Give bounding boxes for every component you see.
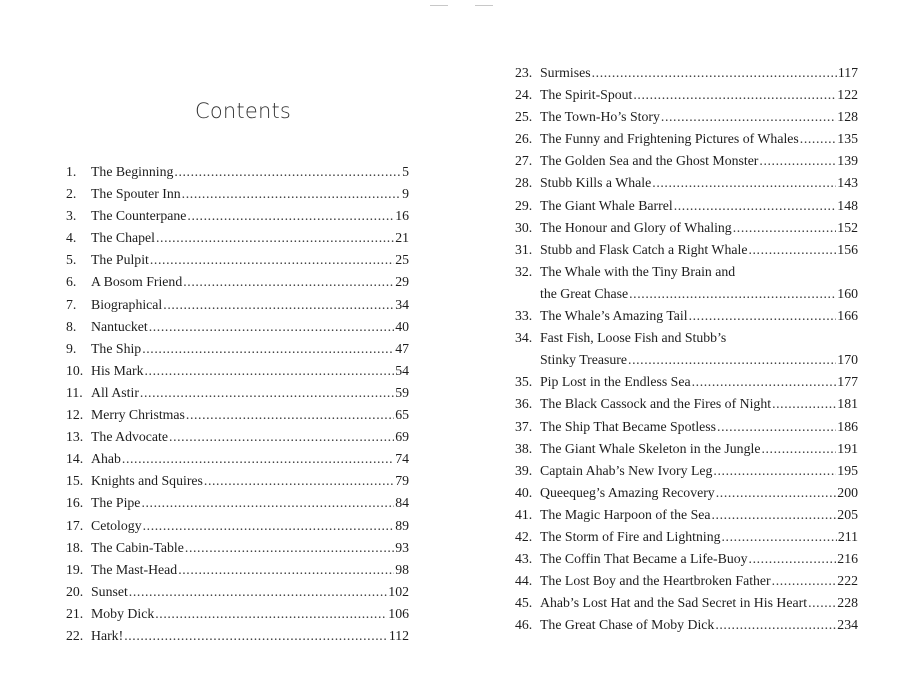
toc-entry-title: The Counterpane [91, 208, 187, 224]
toc-dot-leader [174, 161, 401, 183]
toc-entry [66, 249, 409, 271]
toc-entry-page: 139 [837, 153, 858, 169]
toc-entry [66, 404, 409, 426]
toc-entry [515, 416, 858, 438]
toc-entry-page: 69 [395, 429, 409, 445]
toc-entry-number: 14. [66, 451, 84, 467]
toc-entry-title: Merry Christmas [91, 407, 185, 423]
toc-entry-page: 128 [837, 109, 858, 125]
toc-entry-page: 40 [395, 318, 409, 334]
toc-dot-leader [141, 492, 394, 514]
toc-entry-title: Surmises [540, 65, 591, 80]
toc-entry-number: 21. [66, 605, 84, 621]
toc-entry [66, 537, 409, 559]
toc-entry-number: 24. [515, 87, 533, 103]
toc-entry-line [515, 283, 858, 305]
toc-dot-leader [715, 614, 836, 636]
toc-entry-title: The Chapel [91, 230, 155, 246]
toc-dot-leader [143, 515, 395, 537]
toc-entry-page: 205 [837, 506, 858, 522]
toc-dot-leader [149, 316, 395, 338]
toc-entry-number: 8. [66, 318, 77, 334]
toc-entry-title: The Spouter Inn [91, 186, 181, 202]
page-top-mark-left [430, 5, 448, 6]
toc-dot-leader [652, 172, 836, 194]
toc-dot-leader [129, 581, 388, 603]
toc-dot-leader [185, 537, 394, 559]
toc-entry [515, 504, 858, 526]
toc-entry [515, 128, 858, 150]
toc-dot-leader [140, 382, 394, 404]
toc-entry [66, 426, 409, 448]
toc-entry-page: 74 [395, 451, 409, 467]
toc-entry-page: 29 [395, 274, 409, 290]
page-top-mark-right [475, 5, 493, 6]
toc-entry-title: Nantucket [91, 318, 148, 334]
toc-entry-number: 45. [515, 595, 533, 611]
toc-entry-number: 23. [515, 65, 533, 80]
toc-dot-leader [772, 393, 836, 415]
toc-entry-number: 15. [66, 473, 84, 489]
toc-entry-number: 7. [66, 296, 77, 312]
toc-entry [515, 239, 858, 261]
toc-entry-number: 9. [66, 340, 77, 356]
toc-entry [515, 195, 858, 217]
toc-entry-number: 38. [515, 440, 533, 456]
toc-dot-leader [169, 426, 394, 448]
toc-entry [66, 183, 409, 205]
toc-entry-number: 13. [66, 429, 84, 445]
toc-entry-number: 37. [515, 418, 533, 434]
toc-entry-title: The Giant Whale Skeleton in the Jungle [540, 440, 761, 456]
toc-dot-leader [122, 448, 394, 470]
toc-entry-number: 11. [66, 384, 83, 400]
toc-entry-page: 143 [837, 175, 858, 191]
toc-entry-title: The Pipe [91, 495, 141, 511]
toc-entry-page: 186 [837, 418, 858, 434]
toc-entry-number: 4. [66, 230, 77, 246]
toc-entry [66, 316, 409, 338]
toc-entry-number: 31. [515, 241, 533, 257]
toc-entry [66, 338, 409, 360]
toc-entry-number: 28. [515, 175, 533, 191]
toc-entry-number: 44. [515, 573, 533, 589]
toc-entry-title: Queequeg’s Amazing Recovery [540, 484, 715, 500]
toc-dot-leader [186, 404, 394, 426]
toc-entry-number: 34. [515, 330, 533, 346]
toc-entry-page: 160 [837, 285, 858, 301]
toc-entry-page: 195 [837, 462, 858, 478]
toc-entry-number: 3. [66, 208, 77, 224]
toc-entry [66, 603, 409, 625]
toc-entry-page: 54 [395, 362, 409, 378]
toc-entry-page: 102 [388, 583, 409, 599]
toc-entry-page: 79 [395, 473, 409, 489]
toc-entry-number: 10. [66, 362, 84, 378]
toc-entry-number: 25. [515, 109, 533, 125]
toc-entry-number: 29. [515, 197, 533, 213]
toc-entry-page: 228 [837, 595, 858, 611]
toc-dot-leader [204, 470, 394, 492]
toc-entry-title: Cetology [91, 517, 142, 533]
toc-entry [515, 172, 858, 194]
toc-entry-number: 30. [515, 219, 533, 235]
toc-entry [66, 205, 409, 227]
toc-entry [515, 614, 858, 636]
toc-dot-leader [748, 239, 836, 261]
toc-entry-number: 17. [66, 517, 84, 533]
toc-entry-title: The Whale with the Tiny Brain and [540, 263, 736, 279]
toc-entry-number: 40. [515, 484, 533, 500]
toc-entry-title: A Bosom Friend [91, 274, 183, 290]
toc-entry [515, 106, 858, 128]
toc-entry-page: 25 [395, 252, 409, 268]
toc-entry-page: 47 [395, 340, 409, 356]
toc-entry-page: 112 [388, 627, 409, 643]
toc-entry-line [515, 261, 858, 283]
toc-entry [66, 448, 409, 470]
toc-dot-leader [163, 294, 394, 316]
toc-entry [66, 581, 409, 603]
toc-entry-title: The Spirit-Spout [540, 87, 633, 103]
toc-entry-title: The Great Chase of Moby Dick [540, 617, 715, 633]
toc-dot-leader [629, 283, 836, 305]
toc-entry [515, 150, 858, 172]
toc-entry-page: 16 [395, 208, 409, 224]
toc-entry-title: The Advocate [91, 429, 169, 445]
toc-dot-leader [592, 62, 837, 84]
toc-entry [515, 548, 858, 570]
toc-dot-leader [692, 371, 837, 393]
toc-entry-page: 98 [395, 561, 409, 577]
toc-entry-number: 26. [515, 131, 533, 147]
toc-dot-leader [712, 504, 837, 526]
toc-entry-page: 170 [837, 352, 858, 368]
toc-entry-number: 22. [66, 627, 84, 643]
toc-entry [66, 271, 409, 293]
toc-entry [515, 261, 858, 305]
toc-entry [515, 482, 858, 504]
toc-entry [66, 227, 409, 249]
toc-entry-title: The Storm of Fire and Lightning [540, 528, 721, 544]
toc-entry-title: Fast Fish, Loose Fish and Stubb’s [540, 330, 727, 346]
toc-entry-number: 5. [66, 252, 77, 268]
toc-entry [66, 625, 409, 647]
toc-entry-page: 89 [395, 517, 409, 533]
toc-entry-title: The Golden Sea and the Ghost Monster [540, 153, 759, 169]
toc-dot-leader [713, 460, 836, 482]
toc-dot-leader [150, 249, 394, 271]
toc-entry-number: 2. [66, 186, 77, 202]
toc-entry [66, 559, 409, 581]
toc-entry [515, 438, 858, 460]
toc-dot-leader [155, 603, 387, 625]
toc-entry-line [515, 349, 858, 371]
toc-entry-page: 9 [402, 186, 409, 202]
toc-entry-title: Ahab [91, 451, 121, 467]
toc-entry-page: 84 [395, 495, 409, 511]
toc-entry-title: The Magic Harpoon of the Sea [540, 506, 711, 522]
toc-entry-title: Biographical [91, 296, 163, 312]
toc-dot-leader [183, 271, 394, 293]
toc-entry-page: 59 [395, 384, 409, 400]
toc-entry-page: 21 [395, 230, 409, 246]
toc-dot-leader [633, 84, 836, 106]
toc-entry-title-continued: Stinky Treasure [540, 352, 628, 368]
toc-entry-page: 93 [395, 539, 409, 555]
toc-entry-page: 216 [837, 551, 858, 567]
toc-entry-title: The Lost Boy and the Heartbroken Father [540, 573, 771, 589]
toc-entry-line [515, 327, 858, 349]
toc-entry-number: 12. [66, 407, 84, 423]
toc-dot-leader [722, 526, 837, 548]
toc-entry-number: 35. [515, 374, 533, 390]
toc-entry [515, 393, 858, 415]
toc-dot-leader [689, 305, 837, 327]
toc-entry-page: 166 [837, 308, 858, 324]
toc-entry-number: 32. [515, 263, 533, 279]
toc-left-column [66, 161, 409, 647]
toc-dot-leader [716, 482, 837, 504]
toc-entry-title: The Pulpit [91, 252, 149, 268]
toc-entry-page: 5 [402, 164, 409, 179]
toc-entry-title: The Cabin-Table [91, 539, 184, 555]
toc-entry-page: 200 [837, 484, 858, 500]
toc-entry-title: Captain Ahab’s New Ivory Leg [540, 462, 713, 478]
toc-dot-leader [674, 195, 837, 217]
toc-entry [515, 371, 858, 393]
toc-entry-page: 211 [837, 528, 858, 544]
toc-entry-page: 222 [837, 573, 858, 589]
toc-entry-title: His Mark [91, 362, 144, 378]
toc-dot-leader [178, 559, 394, 581]
toc-entry-title: The Coffin That Became a Life-Buoy [540, 551, 748, 567]
toc-entry-title-continued: the Great Chase [540, 285, 629, 301]
toc-dot-leader [717, 416, 836, 438]
toc-entry-title: The Mast-Head [91, 561, 178, 577]
toc-entry [515, 62, 858, 84]
toc-entry [515, 460, 858, 482]
toc-entry-title: The Funny and Frightening Pictures of Whales [540, 131, 799, 147]
toc-entry [515, 84, 858, 106]
toc-right-column [515, 62, 858, 636]
page-title: Contents [195, 99, 292, 123]
toc-entry-number: 18. [66, 539, 84, 555]
toc-entry [66, 492, 409, 514]
toc-entry-title: The Honour and Glory of Whaling [540, 219, 732, 235]
toc-dot-leader [182, 183, 401, 205]
toc-entry [515, 570, 858, 592]
toc-entry [515, 305, 858, 327]
toc-entry-page: 156 [837, 241, 858, 257]
toc-entry-title: The Whale’s Amazing Tail [540, 308, 688, 324]
toc-entry-page: 117 [837, 65, 858, 80]
toc-entry [515, 217, 858, 239]
toc-entry [515, 592, 858, 614]
toc-entry-number: 1. [66, 164, 77, 179]
toc-entry-page: 135 [837, 131, 858, 147]
toc-entry-page: 181 [837, 396, 858, 412]
toc-entry [515, 526, 858, 548]
toc-entry-page: 65 [395, 407, 409, 423]
toc-dot-leader [661, 106, 836, 128]
toc-dot-leader [800, 128, 837, 150]
toc-entry-title: Ahab’s Lost Hat and the Sad Secret in His Heart [540, 595, 808, 611]
toc-entry-title: Pip Lost in the Endless Sea [540, 374, 691, 390]
toc-entry-number: 39. [515, 462, 533, 478]
toc-entry-title: The Giant Whale Barrel [540, 197, 673, 213]
toc-entry-number: 16. [66, 495, 84, 511]
toc-dot-leader [124, 625, 388, 647]
toc-entry-page: 148 [837, 197, 858, 213]
toc-entry-number: 43. [515, 551, 533, 567]
toc-entry-title: The Ship That Became Spotless [540, 418, 717, 434]
toc-entry [66, 470, 409, 492]
toc-entry [66, 382, 409, 404]
toc-entry-number: 41. [515, 506, 533, 522]
toc-dot-leader [628, 349, 836, 371]
toc-dot-leader [759, 150, 836, 172]
toc-entry-number: 33. [515, 308, 533, 324]
toc-entry-number: 42. [515, 528, 533, 544]
toc-entry-title: The Beginning [91, 164, 174, 179]
toc-dot-leader [145, 360, 395, 382]
toc-entry-title: All Astir [91, 384, 139, 400]
toc-entry [66, 161, 409, 183]
toc-entry-title: Knights and Squires [91, 473, 203, 489]
toc-entry-number: 36. [515, 396, 533, 412]
toc-dot-leader [142, 338, 394, 360]
toc-entry-title: The Ship [91, 340, 142, 356]
toc-entry-page: 152 [837, 219, 858, 235]
toc-entry-title: Stubb Kills a Whale [540, 175, 652, 191]
toc-entry-title: Hark! [91, 627, 124, 643]
toc-entry-number: 46. [515, 617, 533, 633]
toc-dot-leader [187, 205, 394, 227]
toc-entry-title: Stubb and Flask Catch a Right Whale [540, 241, 748, 257]
toc-entry-number: 6. [66, 274, 77, 290]
toc-dot-leader [761, 438, 836, 460]
toc-entry-number: 19. [66, 561, 84, 577]
toc-entry-number: 27. [515, 153, 533, 169]
toc-entry-page: 34 [395, 296, 409, 312]
toc-dot-leader [156, 227, 394, 249]
toc-dot-leader [749, 548, 837, 570]
toc-entry-page: 177 [837, 374, 858, 390]
toc-entry [66, 294, 409, 316]
toc-dot-leader [733, 217, 837, 239]
toc-entry-page: 191 [837, 440, 858, 456]
toc-entry-title: Moby Dick [91, 605, 155, 621]
toc-entry-title: Sunset [91, 583, 128, 599]
toc-entry-page: 106 [388, 605, 409, 621]
toc-entry [66, 515, 409, 537]
toc-entry-page: 234 [837, 617, 858, 633]
toc-entry-page: 122 [837, 87, 858, 103]
toc-entry-title: The Black Cassock and the Fires of Night [540, 396, 772, 412]
toc-entry [515, 327, 858, 371]
toc-entry-title: The Town-Ho’s Story [540, 109, 660, 125]
toc-entry-number: 20. [66, 583, 84, 599]
toc-dot-leader [808, 592, 836, 614]
toc-entry [66, 360, 409, 382]
toc-dot-leader [772, 570, 837, 592]
